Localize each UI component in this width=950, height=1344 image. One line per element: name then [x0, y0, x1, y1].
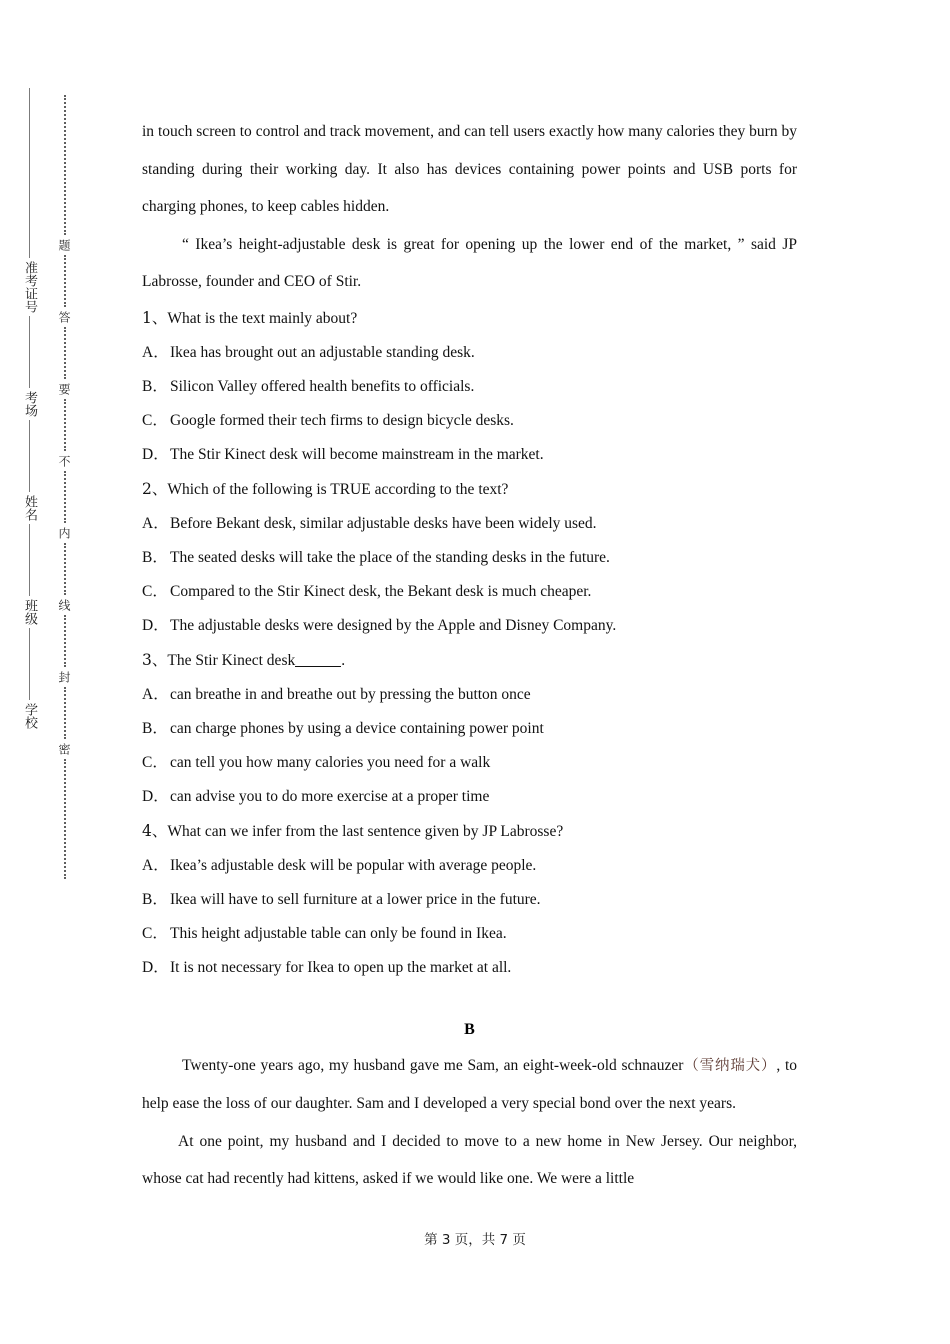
seal-margin-inner-dotted-column — [56, 95, 73, 879]
seal-inner-label-nei: 内 — [56, 523, 73, 543]
seal-inner-label-bu: 不 — [56, 451, 73, 471]
seal-dotted-segment — [64, 471, 66, 523]
page-content — [142, 0, 797, 1344]
passage-b-section-letter: B — [464, 1020, 475, 1038]
question-option[interactable] — [142, 883, 797, 917]
seal-label-name: 姓名 — [22, 495, 37, 521]
option-text: Ikea will have to sell furniture at a lower price in the future. — [170, 890, 541, 908]
option-text: Silicon Valley offered health benefits to officials. — [170, 377, 475, 395]
option-text: Compared to the Stir Kinect desk, the Bekant desk is much cheaper. — [170, 582, 592, 600]
option-letter: C． — [142, 924, 168, 942]
question-number: 2、 — [142, 479, 168, 498]
seal-label-exam-room: 考场 — [22, 391, 37, 417]
question-stem — [142, 301, 797, 336]
option-letter: D． — [142, 445, 169, 463]
question-option[interactable] — [142, 780, 797, 814]
answer-blank[interactable] — [295, 666, 341, 667]
seal-rule-segment — [29, 88, 30, 258]
option-letter: D． — [142, 616, 169, 634]
question-stem — [142, 643, 797, 678]
question-option[interactable] — [142, 575, 797, 609]
option-letter: C． — [142, 582, 168, 600]
option-letter: B． — [142, 377, 168, 395]
question-text-after-blank: . — [341, 651, 346, 669]
seal-dotted-segment — [64, 95, 66, 235]
seal-margin-outer-column — [22, 88, 37, 732]
question-number: 4、 — [142, 821, 168, 840]
option-text: Ikea has brought out an adjustable standing desk. — [170, 343, 475, 361]
seal-rule-segment — [29, 420, 30, 492]
option-text: The adjustable desks were designed by the Apple and Disney Company. — [170, 616, 617, 634]
option-text: Before Bekant desk, similar adjustable desks have been widely used. — [170, 514, 597, 532]
option-letter: B． — [142, 548, 168, 566]
option-text: can breathe in and breathe out by pressing the button once — [170, 685, 531, 703]
seal-label-admission-number: 准考证号 — [22, 261, 37, 313]
seal-dotted-segment — [64, 255, 66, 307]
seal-inner-label-yao: 要 — [56, 379, 73, 399]
passage-b-p1-part1: Twenty-one years ago, my husband gave me Sam, an eight-week-old schnauzer — [182, 1056, 684, 1074]
question-option[interactable] — [142, 541, 797, 575]
question-option[interactable] — [142, 746, 797, 780]
seal-line-margin — [0, 0, 120, 1344]
option-text: can tell you how many calories you need for a walk — [170, 753, 491, 771]
seal-dotted-segment — [64, 687, 66, 739]
seal-inner-label-ti: 题 — [56, 235, 73, 255]
question-option[interactable] — [142, 678, 797, 712]
question-number: 1、 — [142, 308, 168, 327]
chinese-gloss-schnauzer: （雪纳瑞犬） — [683, 1057, 777, 1074]
page-number-text: 第 3 页，共 7 页 — [424, 1232, 526, 1248]
question-text: Which of the following is TRUE according to the text? — [167, 480, 509, 498]
seal-dotted-segment — [64, 399, 66, 451]
seal-dotted-segment — [64, 543, 66, 595]
option-letter: C． — [142, 753, 168, 771]
option-letter: A． — [142, 685, 169, 703]
passage-b-p1-part2: , to help ease the loss of our daughter. Sam and I developed a very special bond over the next years. — [142, 1056, 798, 1112]
option-letter: B． — [142, 890, 168, 908]
question-option[interactable] — [142, 370, 797, 404]
question-option[interactable] — [142, 438, 797, 472]
seal-dotted-segment — [64, 327, 66, 379]
question-option[interactable] — [142, 609, 797, 643]
option-text: It is not necessary for Ikea to open up the market at all. — [170, 958, 512, 976]
passage-b-paragraph-1 — [142, 1047, 797, 1123]
option-letter: A． — [142, 856, 169, 874]
option-letter: A． — [142, 343, 169, 361]
question-option[interactable] — [142, 849, 797, 883]
seal-inner-label-feng: 封 — [56, 667, 73, 687]
seal-inner-label-xian: 线 — [56, 595, 73, 615]
seal-label-class: 班级 — [22, 599, 37, 625]
option-letter: A． — [142, 514, 169, 532]
passage-a-continued-paragraph: in touch screen to control and track movement, and can tell users exactly how many calories they burn by standing during their working day. It also has devices containing power points and USB ports for charging phones, to keep cables hidden. — [142, 123, 797, 215]
option-letter: D． — [142, 958, 169, 976]
question-text: What can we infer from the last sentence given by JP Labrosse? — [167, 822, 564, 840]
option-text: Ikea’s adjustable desk will be popular with average people. — [170, 856, 537, 874]
page-footer — [0, 1228, 950, 1248]
option-text: can advise you to do more exercise at a proper time — [170, 787, 490, 805]
question-option[interactable] — [142, 951, 797, 985]
seal-rule-segment — [29, 628, 30, 700]
passage-a-quote-paragraph: “ Ikea’s height-adjustable desk is great for opening up the lower end of the market, ” said JP Labrosse, founder and CEO of Stir. — [142, 235, 797, 290]
question-option[interactable] — [142, 917, 797, 951]
option-letter: B． — [142, 719, 168, 737]
seal-dotted-segment — [64, 615, 66, 667]
passage-b-paragraph-2: At one point, my husband and I decided to move to a new home in New Jersey. Our neighbor, whose cat had recently had kittens, asked if we would like one. We were a little — [142, 1132, 797, 1187]
question-text: What is the text mainly about? — [167, 309, 358, 327]
question-option[interactable] — [142, 336, 797, 370]
option-letter: C． — [142, 411, 168, 429]
seal-rule-segment — [29, 316, 30, 388]
option-text: The seated desks will take the place of the standing desks in the future. — [170, 548, 610, 566]
question-text-before-blank: The Stir Kinect desk — [167, 651, 296, 669]
option-text: This height adjustable table can only be found in Ikea. — [170, 924, 507, 942]
option-text: can charge phones by using a device containing power point — [170, 719, 544, 737]
question-option[interactable] — [142, 507, 797, 541]
question-stem — [142, 472, 797, 507]
question-stem — [142, 814, 797, 849]
seal-dotted-segment — [64, 759, 66, 879]
question-number: 3、 — [142, 650, 168, 669]
question-option[interactable] — [142, 712, 797, 746]
seal-label-school: 学校 — [22, 703, 37, 729]
seal-inner-label-da: 答 — [56, 307, 73, 327]
seal-rule-segment — [29, 524, 30, 596]
seal-inner-label-mi: 密 — [56, 739, 73, 759]
option-letter: D． — [142, 787, 169, 805]
option-text: The Stir Kinect desk will become mainstream in the market. — [170, 445, 544, 463]
question-option[interactable] — [142, 404, 797, 438]
option-text: Google formed their tech firms to design bicycle desks. — [170, 411, 514, 429]
